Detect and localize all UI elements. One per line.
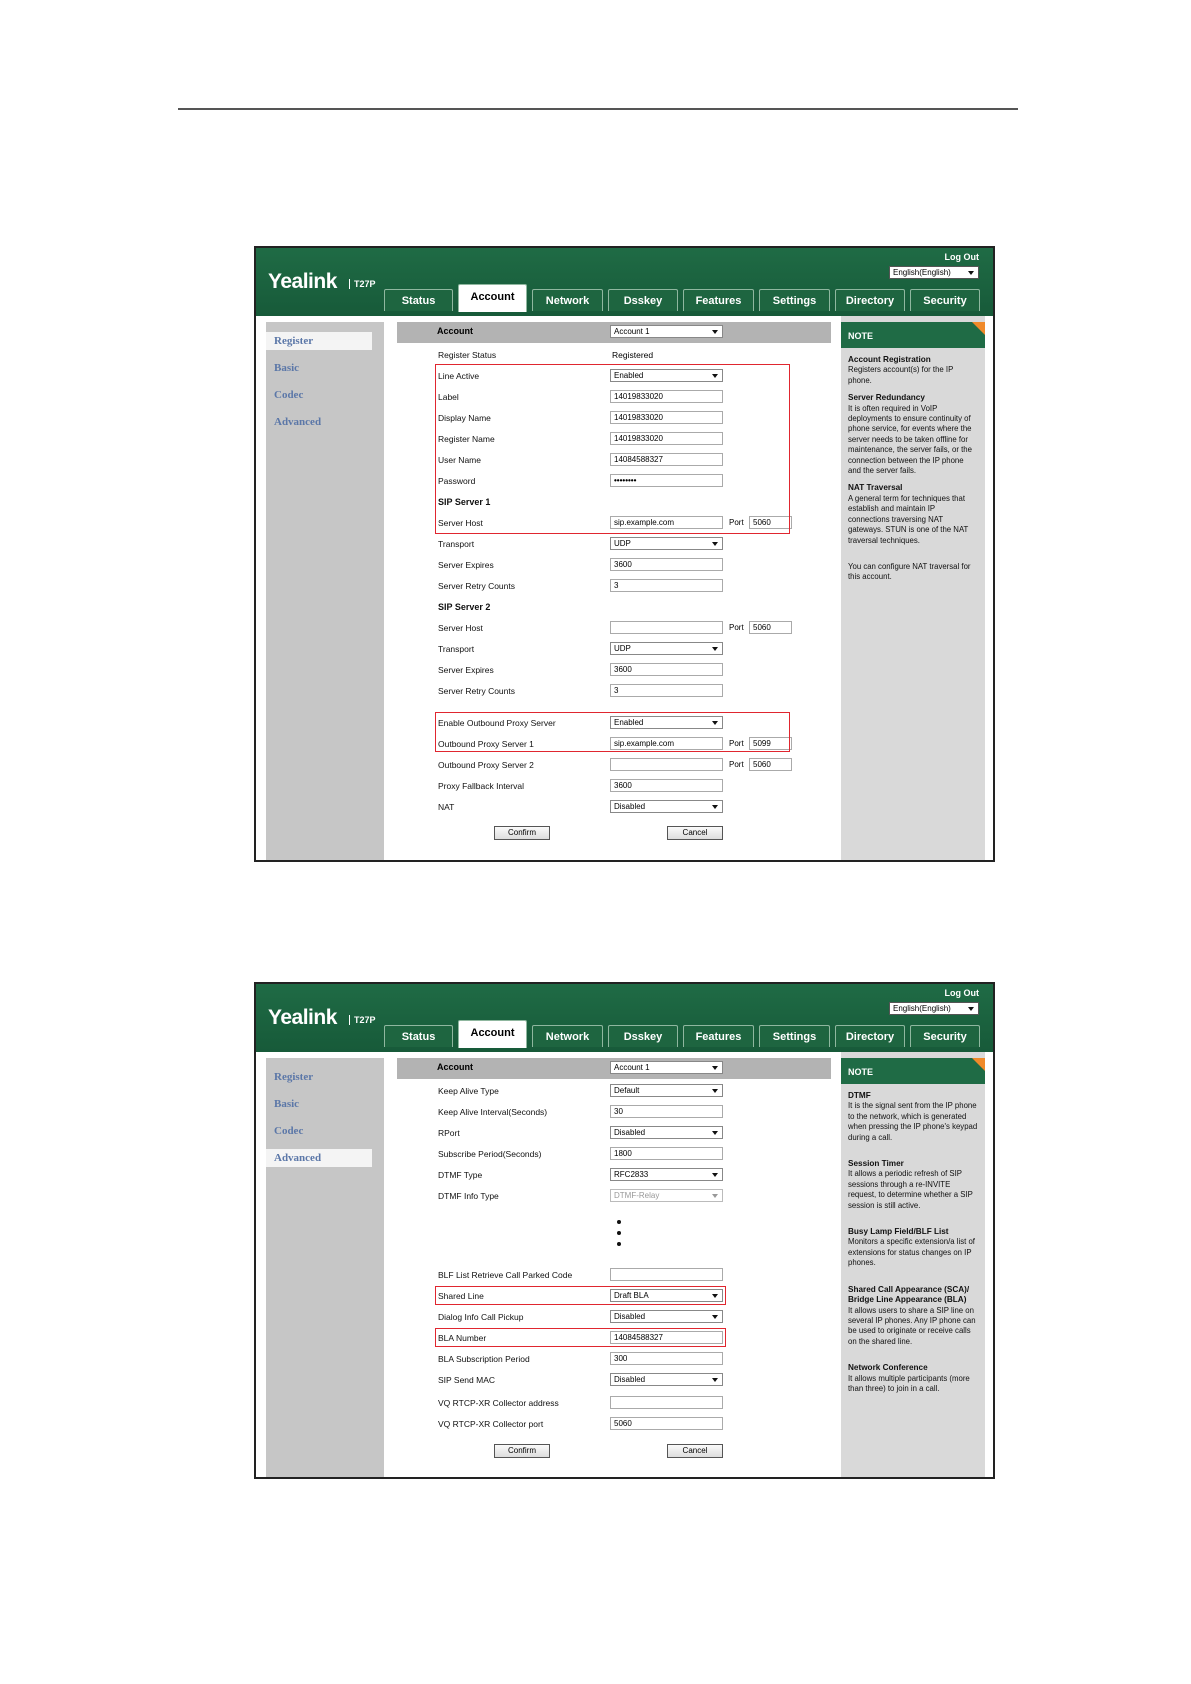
form-row [397,1145,831,1165]
field-label: DTMF Info Type [438,1191,499,1201]
screenshot-register [254,246,995,862]
form-row [397,1166,831,1186]
chevron-down-icon [712,647,718,651]
field-label: BLA Number [438,1333,487,1343]
field-label: Enable Outbound Proxy Server [438,718,556,728]
select-value: Enabled [614,371,644,380]
field-label: Server Expires [438,665,494,675]
account-label: Account [437,1062,473,1072]
field-label: Outbound Proxy Server 1 [438,739,534,749]
keep-alive-interval-input[interactable]: 30 [610,1105,723,1118]
yealink-logo: Yealink [268,1006,337,1029]
register-name-input[interactable]: 14019833020 [610,432,723,445]
note-header [841,322,985,348]
outbound-proxy2-input[interactable] [610,758,723,771]
sidenav-basic[interactable]: Basic [274,362,300,374]
port-label: Port [729,739,744,748]
field-label: RPort [438,1128,460,1138]
note-item-text: A general term for techniques that establish and maintain IP connections traversing NAT gateways. STUN is one of the NAT traversal techniques. [848,493,969,545]
note-item [848,1091,978,1143]
tab-settings[interactable]: Settings [759,289,830,311]
account-select[interactable] [610,325,723,338]
outbound-proxy2-port-input[interactable]: 5060 [749,758,792,771]
field-label: Register Name [438,434,495,444]
tab-directory[interactable]: Directory [835,289,905,311]
side-nav [266,1058,384,1477]
form-row [397,640,831,660]
dtmf-type-select[interactable] [610,1168,723,1181]
form-row [397,577,831,597]
sidenav-advanced[interactable]: Advanced [266,1149,372,1167]
page-rule [178,108,1018,110]
tab-settings[interactable]: Settings [759,1025,830,1047]
note-item [848,1159,978,1211]
field-label: SIP Send MAC [438,1375,496,1385]
field-label: BLA Subscription Period [438,1354,530,1364]
field-label: Subscribe Period(Seconds) [438,1149,542,1159]
chevron-down-icon [968,1007,974,1011]
account-select[interactable] [610,1061,723,1074]
tab-network[interactable]: Network [532,1025,603,1047]
highlight-box [435,712,790,752]
tab-features[interactable]: Features [683,289,754,311]
form-row [397,1394,831,1414]
language-select[interactable] [889,1002,979,1015]
ellipsis-dot [617,1231,621,1235]
highlight-box [435,1328,726,1347]
note-item-title: Network Conference [848,1363,928,1373]
note-item-title: DTMF [848,1091,871,1100]
field-label: Server Expires [438,560,494,570]
vq-collector-port-input[interactable]: 5060 [610,1417,723,1430]
note-item [848,1285,978,1347]
form-row [397,619,831,639]
proxy-fallback-input[interactable]: 3600 [610,779,723,792]
select-value: Enabled [614,718,644,727]
note-item-title: Busy Lamp Field/BLF List [848,1227,949,1237]
sidenav-register[interactable]: Register [274,1071,314,1083]
note-item-text: It is often required in VoIP deployments to ensure continuity of phone service, for events where the server needs to be taken offline for maintenance, the server fails, or the connection between the IP phone and the server fails. [848,403,972,476]
field-label: Transport [438,539,475,549]
note-title: NOTE [848,1067,874,1077]
section-heading: SIP Server 1 [438,497,491,507]
field-label: Server Host [438,518,483,528]
select-value: Draft BLA [614,1291,649,1300]
tab-features[interactable]: Features [683,1025,754,1047]
field-label: Server Host [438,623,483,633]
cancel-button[interactable]: Cancel [667,1444,723,1458]
keep-alive-type-select[interactable] [610,1084,723,1097]
field-label: User Name [438,455,481,465]
form-row [397,1124,831,1144]
note-item-text: It allows a periodic refresh of SIP sessions through a re-INVITE request, to determine whether a SIP session is still active. [848,1169,973,1210]
dtmf-info-type-select[interactable] [610,1189,723,1202]
field-label: VQ RTCP-XR Collector address [438,1398,559,1408]
advanced-form [397,1052,831,1477]
server2-retry-input[interactable]: 3 [610,684,723,697]
ellipsis-dot [617,1220,621,1224]
port-label: Port [729,518,744,527]
form-row [397,1415,831,1435]
bla-subscription-input[interactable]: 300 [610,1352,723,1365]
corner-flag-icon [972,1058,985,1071]
note-item-title: Session Timer [848,1159,904,1169]
server2-expires-input[interactable]: 3600 [610,663,723,676]
field-label: Outbound Proxy Server 2 [438,760,534,770]
tab-status[interactable]: Status [384,1025,453,1047]
field-label: NAT [438,802,455,812]
account-header-row [397,1058,831,1079]
form-row [397,556,831,576]
note-item [848,1227,978,1269]
chevron-down-icon [968,271,974,275]
logout-link[interactable]: Log Out [944,988,979,998]
select-value: RFC2833 [614,1170,649,1179]
note-item [848,393,978,476]
chevron-down-icon [712,1131,718,1135]
port-label: Port [729,623,744,632]
form-row [397,798,831,818]
server1-transport-select[interactable] [610,537,723,550]
field-label: VQ RTCP-XR Collector port [438,1419,544,1429]
note-panel [841,1052,985,1477]
select-value: Disabled [614,1128,646,1137]
note-item [848,562,978,583]
form-row [397,1350,831,1370]
chevron-down-icon [712,1066,718,1070]
note-item [848,355,978,386]
tab-account[interactable]: Account [458,1020,527,1048]
server2-port-input[interactable]: 5060 [749,621,792,634]
form-row [397,756,831,776]
select-value: Disabled [614,1312,646,1321]
field-label: Password [438,476,476,486]
language-select[interactable] [889,266,979,279]
content-area [256,316,993,860]
tab-directory[interactable]: Directory [835,1025,905,1047]
corner-flag-icon [972,322,985,335]
account-header-row [397,322,831,343]
chevron-down-icon [712,542,718,546]
field-label: DTMF Type [438,1170,483,1180]
field-label: Transport [438,644,475,654]
form-row [397,1371,831,1391]
field-label: Server Retry Counts [438,686,515,696]
chevron-down-icon [712,805,718,809]
screenshot-advanced [254,982,995,1479]
dialog-info-pickup-select[interactable] [610,1310,723,1323]
note-item-title: Shared Call Appearance (SCA)/ Bridge Line Appearance (BLA) [848,1284,970,1305]
field-label: Server Retry Counts [438,581,515,591]
chevron-down-icon [712,1173,718,1177]
note-item-text: Monitors a specific extension/a list of extensions for status changes on IP phones. [848,1237,975,1268]
note-body [841,1084,985,1477]
account-label: Account [437,326,473,336]
server2-transport-select[interactable] [610,642,723,655]
tab-security[interactable]: Security [910,289,980,311]
form-row [397,777,831,797]
field-label: Display Name [438,413,491,423]
sidenav-codec[interactable]: Codec [274,1125,304,1137]
note-item-text: It allows multiple participants (more than three) to join in a call. [848,1373,970,1393]
account-select-value: Account 1 [614,327,650,336]
note-item-text: Registers account(s) for the IP phone. [848,365,954,385]
field-label: Register Status [438,350,497,360]
section-heading: SIP Server 2 [438,602,491,612]
sidenav-codec[interactable]: Codec [274,389,304,401]
form-row [397,1103,831,1123]
tab-dsskey[interactable]: Dsskey [608,289,678,311]
server1-port-input[interactable]: 5060 [749,516,792,529]
chevron-down-icon [712,1315,718,1319]
port-label: Port [729,760,744,769]
blf-parked-code-input[interactable] [610,1268,723,1281]
tab-network[interactable]: Network [532,289,603,311]
note-item-text: It is the signal sent from the IP phone to the network, which is generated when pressing the IP phone's keypad during a call. [848,1101,978,1142]
rport-select[interactable] [610,1126,723,1139]
field-label: Label [438,392,459,402]
note-body [841,348,985,860]
tab-dsskey[interactable]: Dsskey [608,1025,678,1047]
bla-number-input[interactable]: 14084588327 [610,1331,723,1344]
sidenav-register[interactable]: Register [266,332,372,350]
vq-collector-address-input[interactable] [610,1396,723,1409]
server1-retry-input[interactable]: 3 [610,579,723,592]
note-panel [841,316,985,860]
note-item-text: It allows users to share a SIP line on several IP phones. Any IP phone can be used to originate or receive calls on the shared line. [848,1305,976,1346]
select-value: DTMF-Relay [614,1191,660,1200]
note-header [841,1058,985,1084]
language-value: English(English) [893,268,951,277]
form-row [397,1187,831,1207]
form-row [397,598,831,618]
sidenav-basic[interactable]: Basic [274,1098,300,1110]
field-label: Shared Line [438,1291,484,1301]
form-row [397,535,831,555]
account-select-value: Account 1 [614,1063,650,1072]
form-row [397,661,831,681]
chevron-down-icon [712,1378,718,1382]
select-value: Default [614,1086,640,1095]
sip-send-mac-select[interactable] [610,1373,723,1386]
select-value: Disabled [614,802,646,811]
user-name-input[interactable]: 14084588327 [610,453,723,466]
label-input[interactable]: 14019833020 [610,390,723,403]
outbound-proxy1-port-input[interactable]: 5099 [749,737,792,750]
content-area [256,1052,993,1477]
select-value: UDP [614,644,631,653]
chevron-down-icon [712,330,718,334]
chevron-down-icon [712,1194,718,1198]
tab-security[interactable]: Security [910,1025,980,1047]
yealink-logo: Yealink [268,270,337,293]
header-bar [256,248,993,316]
note-title: NOTE [848,331,874,341]
server1-host-input[interactable]: sip.example.com [610,516,723,529]
note-item-title: Server Redundancy [848,393,925,403]
field-label: Keep Alive Interval(Seconds) [438,1107,548,1117]
chevron-down-icon [712,1089,718,1093]
field-label: Dialog Info Call Pickup [438,1312,524,1322]
note-item [848,1363,978,1394]
confirm-button[interactable]: Confirm [494,826,550,840]
server2-host-input[interactable] [610,621,723,634]
ellipsis-dot [617,1242,621,1246]
register-status-value: Registered [612,350,654,360]
select-value: Disabled [614,1375,646,1384]
register-form [397,316,831,860]
display-name-input[interactable]: 14019833020 [610,411,723,424]
note-item [848,483,978,545]
cancel-button[interactable]: Cancel [667,826,723,840]
nat-select[interactable] [610,800,723,813]
field-label: Line Active [438,371,480,381]
highlight-box [435,364,790,534]
note-item-text: You can configure NAT traversal for this account. [848,561,971,582]
password-input[interactable]: •••••••• [610,474,723,487]
highlight-box [435,1286,726,1305]
model-label: T27P [349,1015,376,1025]
tab-account[interactable]: Account [458,284,527,312]
form-row [397,1308,831,1328]
form-row [397,1082,831,1102]
server1-expires-input[interactable]: 3600 [610,558,723,571]
form-row [397,682,831,702]
field-label: Proxy Fallback Interval [438,781,524,791]
sidenav-advanced[interactable]: Advanced [274,416,322,428]
select-value: UDP [614,539,631,548]
language-value: English(English) [893,1004,951,1013]
outbound-proxy1-input[interactable]: sip.example.com [610,737,723,750]
logout-link[interactable]: Log Out [944,252,979,262]
confirm-button[interactable]: Confirm [494,1444,550,1458]
header-bar [256,984,993,1052]
tab-status[interactable]: Status [384,289,453,311]
note-item-title: NAT Traversal [848,483,903,493]
subscribe-period-input[interactable]: 1800 [610,1147,723,1160]
form-row [397,346,831,366]
field-label: BLF List Retrieve Call Parked Code [438,1270,573,1280]
model-label: T27P [349,279,376,289]
form-row [397,1266,831,1286]
note-item-title: Account Registration [848,355,931,364]
field-label: Keep Alive Type [438,1086,499,1096]
